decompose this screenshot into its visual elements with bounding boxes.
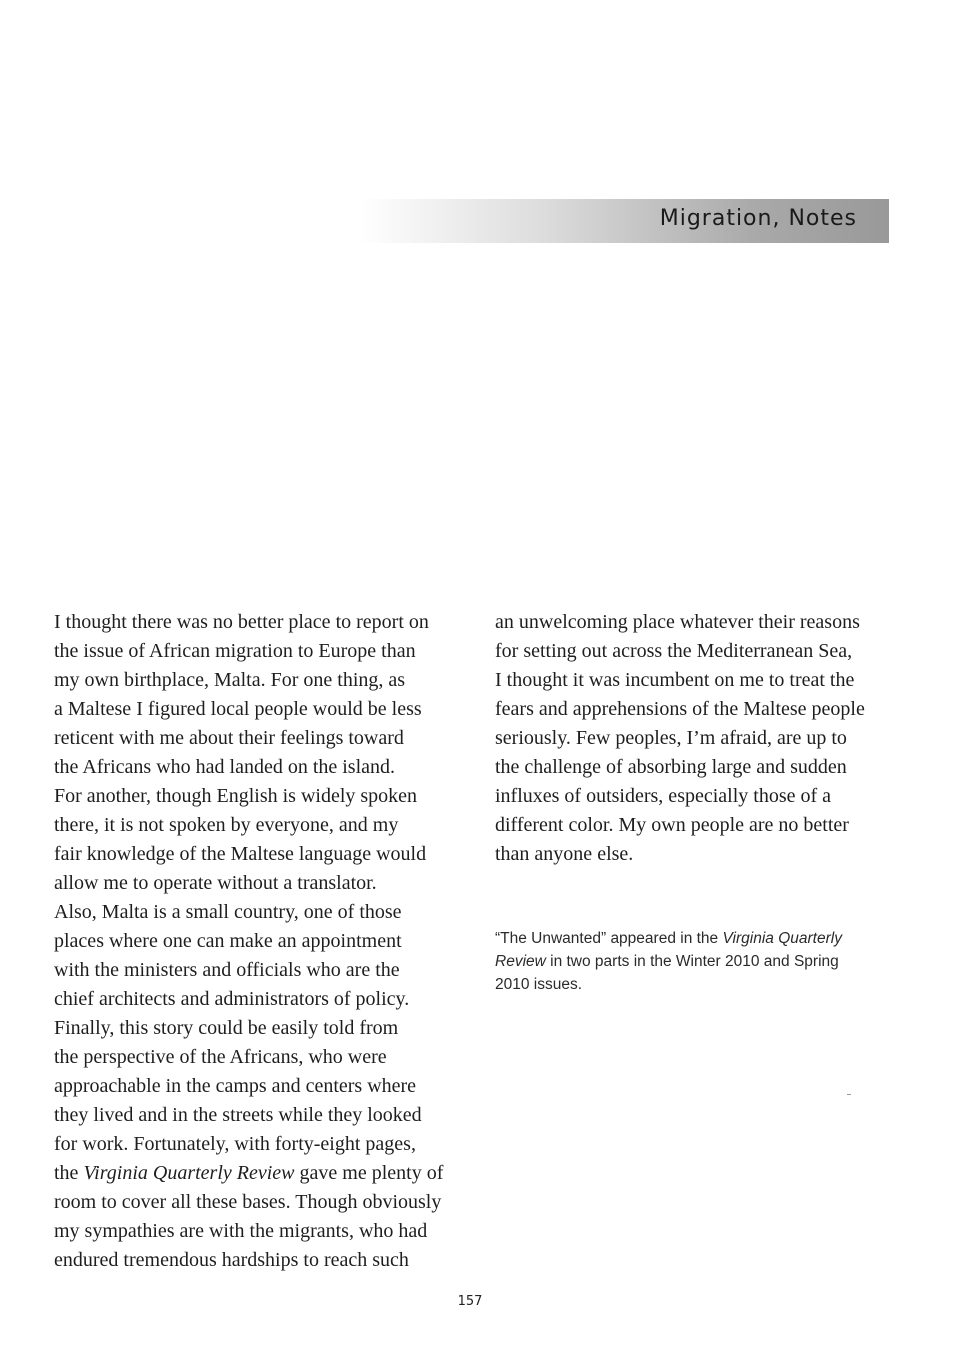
text-run: endured tremendous hardships to reach such — [54, 1249, 409, 1271]
text-run: seriously. Few peoples, I’m afraid, are up to — [495, 727, 847, 749]
text-line — [495, 608, 905, 637]
text-line — [54, 1159, 464, 1188]
text-run: Finally, this story could be easily told from — [54, 1017, 399, 1039]
italic-title-run: Virginia Quarterly Review — [83, 1162, 295, 1184]
text-run: places where one can make an appointment — [54, 930, 402, 952]
text-run: an unwelcoming place whatever their reasons — [495, 611, 860, 633]
text-run: the issue of African migration to Europe than — [54, 640, 416, 662]
text-run: there, it is not spoken by everyone, and my — [54, 814, 399, 836]
text-run: reticent with me about their feelings toward — [54, 727, 404, 749]
text-line — [54, 1217, 464, 1246]
text-line — [54, 1043, 464, 1072]
text-line — [54, 666, 464, 695]
text-run: the perspective of the Africans, who were — [54, 1046, 387, 1068]
text-run: approachable in the camps and centers where — [54, 1075, 417, 1097]
text-run: the Africans who had landed on the island. — [54, 756, 396, 778]
text-run: for work. Fortunately, with forty-eight pages, — [54, 1133, 416, 1155]
text-run: in two parts in the Winter 2010 and Spring — [545, 953, 839, 970]
text-line — [54, 1014, 464, 1043]
text-line — [495, 753, 905, 782]
text-line — [495, 666, 905, 695]
text-run: with the ministers and officials who are the — [54, 959, 400, 981]
text-line — [54, 1246, 464, 1275]
text-line — [54, 869, 464, 898]
text-run: they lived and in the streets while they looked — [54, 1104, 422, 1126]
text-line — [54, 724, 464, 753]
text-line — [495, 782, 905, 811]
text-line — [495, 724, 905, 753]
text-line — [54, 898, 464, 927]
text-line — [54, 1188, 464, 1217]
text-run: fair knowledge of the Maltese language would — [54, 843, 427, 865]
text-run: I thought it was incumbent on me to treat the — [495, 669, 855, 691]
text-run: Also, Malta is a small country, one of those — [54, 901, 402, 923]
text-line — [54, 985, 464, 1014]
header-band — [360, 199, 889, 243]
text-line — [495, 927, 895, 950]
text-line — [54, 1072, 464, 1101]
text-run: fears and apprehensions of the Maltese people — [495, 698, 865, 720]
text-run: allow me to operate without a translator. — [54, 872, 377, 894]
left-column-text — [54, 608, 464, 1275]
text-run: my sympathies are with the migrants, who had — [54, 1220, 428, 1242]
italic-title-run: Virginia Quarterly — [722, 930, 842, 947]
text-run: I thought there was no better place to report on — [54, 611, 429, 633]
text-run: than anyone else. — [495, 843, 634, 865]
page-number: 157 — [457, 1294, 483, 1309]
text-run: For another, though English is widely spoken — [54, 785, 418, 807]
text-line — [54, 782, 464, 811]
stray-mark — [847, 1094, 851, 1095]
text-run: 2010 issues. — [495, 976, 583, 993]
text-line — [54, 1130, 464, 1159]
italic-title-run: Review — [495, 953, 546, 970]
text-line — [495, 950, 895, 973]
text-run: room to cover all these bases. Though obviously — [54, 1191, 442, 1213]
page-title: Migration, Notes — [659, 206, 857, 231]
text-line — [54, 811, 464, 840]
text-line — [54, 927, 464, 956]
text-line — [54, 956, 464, 985]
text-line — [495, 973, 895, 996]
text-run: gave me plenty of — [294, 1162, 444, 1184]
text-run: for setting out across the Mediterranean Sea, — [495, 640, 853, 662]
text-line — [54, 753, 464, 782]
right-column-text — [495, 608, 905, 869]
text-line — [54, 1101, 464, 1130]
text-line — [495, 840, 905, 869]
text-line — [54, 637, 464, 666]
publication-note — [495, 927, 895, 996]
text-run: a Maltese I figured local people would be less — [54, 698, 422, 720]
text-run: the challenge of absorbing large and sudden — [495, 756, 847, 778]
text-run: chief architects and administrators of policy. — [54, 988, 410, 1010]
text-line — [54, 840, 464, 869]
text-line — [54, 608, 464, 637]
text-run: the — [54, 1162, 84, 1184]
text-line — [495, 637, 905, 666]
text-run: my own birthplace, Malta. For one thing, as — [54, 669, 406, 691]
text-line — [495, 811, 905, 840]
text-run: influxes of outsiders, especially those of a — [495, 785, 832, 807]
text-run: different color. My own people are no better — [495, 814, 849, 836]
text-line — [495, 695, 905, 724]
text-run: “The Unwanted” appeared in the — [495, 930, 723, 947]
text-line — [54, 695, 464, 724]
